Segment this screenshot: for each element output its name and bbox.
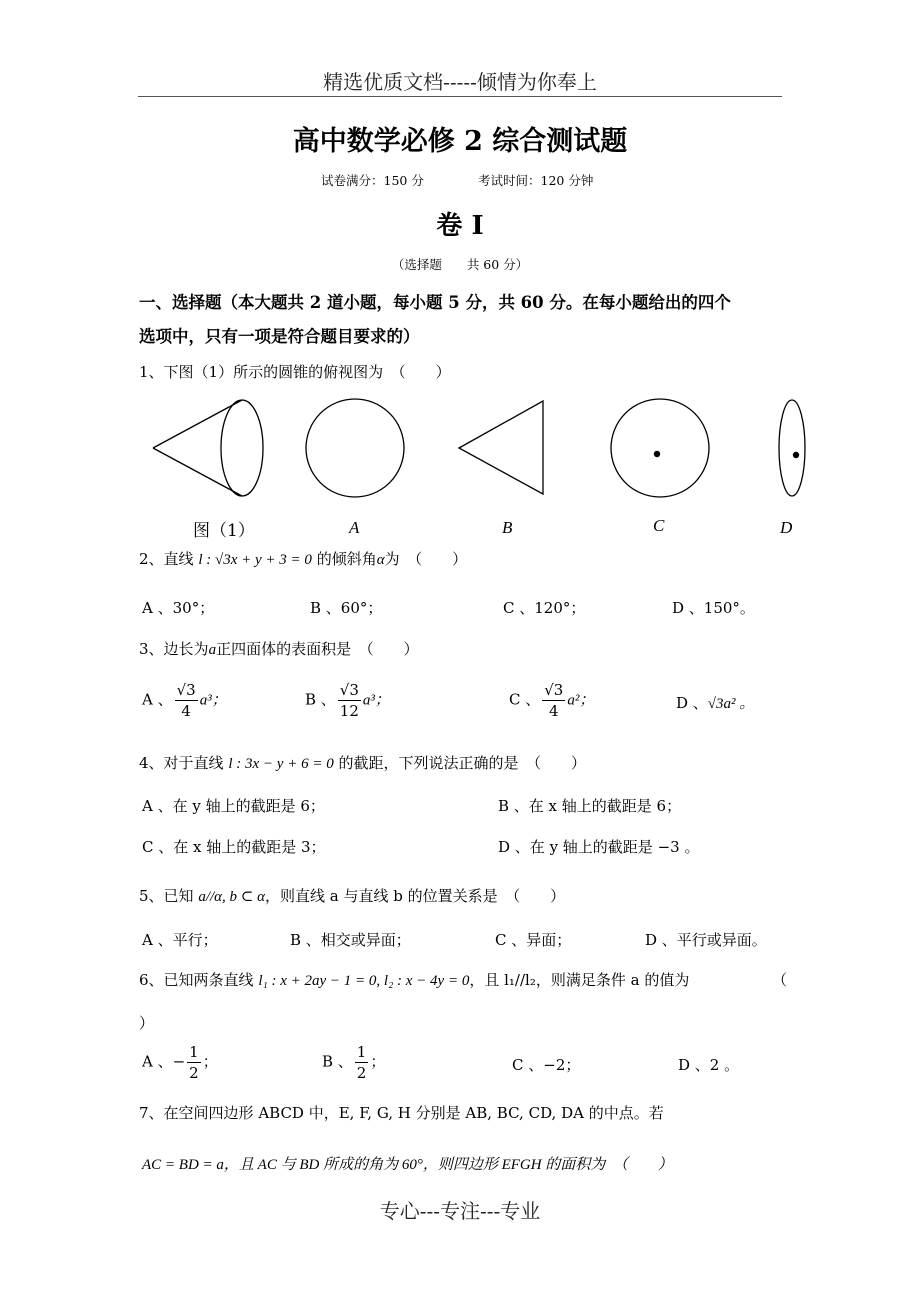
line-equation: l : 3x − y + 6 = 0 xyxy=(228,756,334,772)
exam-title: 高中数学必修 2 综合测试题 xyxy=(292,126,628,157)
q3-option-b: B 、 $\frac{√3}{12}$ a³； xyxy=(305,681,390,720)
q4-option-a: A 、在 y 轴上的截距是 6； xyxy=(142,797,325,815)
page-header: 精选优质文档-----倾情为你奉上 xyxy=(323,70,597,94)
question-2: 2、直线 l : √3x + y + 3 = 0 的倾斜角α为 （ ） xyxy=(139,550,468,568)
q2-option-c: C 、120°； xyxy=(503,599,586,617)
question-number: 1、 xyxy=(139,363,164,381)
page-footer: 专心---专注---专业 xyxy=(379,1199,541,1223)
question-5: 5、已知 a//α, b ⊂ α，则直线 a 与直线 b 的位置关系是 （ ） xyxy=(139,887,566,905)
question-6: 6、已知两条直线 l₁ : x + 2ay − 1 = 0, l₂ : x − 4y = 0，且 l₁//l₂，则满足条件 a 的值为 xyxy=(139,971,690,989)
q2-option-b: B 、60°； xyxy=(310,599,383,617)
volume-title: 卷 I xyxy=(436,211,484,241)
q3-option-c: C 、 $\frac{√3}{4}$ a²； xyxy=(509,681,595,720)
q5-option-b: B 、相交或异面； xyxy=(290,931,411,949)
section-heading-line1: 一、选择题（本大题共 2 道小题，每小题 5 分，共 60 分。在每小题给出的四个 xyxy=(139,293,731,312)
question-7-line2: AC = BD = a，且 AC 与 BD 所成的角为 60°，则四边形 EFGH 的面积为 （ ） xyxy=(142,1157,673,1173)
q2-option-d: D 、150°。 xyxy=(672,599,755,617)
question-text: 下图（1）所示的圆锥的俯视图为 （ ） xyxy=(163,363,451,381)
figure-label-a: A xyxy=(349,518,360,537)
q4-option-b: B 、在 x 轴上的截距是 6； xyxy=(498,797,682,815)
q5-option-d: D 、平行或异面。 xyxy=(645,931,767,949)
line-equation: l : √3x + y + 3 = 0 xyxy=(198,552,312,568)
question-3: 3、边长为a正四面体的表面积是 （ ） xyxy=(139,640,419,658)
q5-option-c: C 、异面； xyxy=(495,931,572,949)
question-1 xyxy=(139,361,451,382)
fraction: $\frac{1}{2}$ xyxy=(356,1043,367,1082)
q4-option-d: D 、在 y 轴上的截距是 −3 。 xyxy=(498,838,700,856)
full-marks: 试卷满分：150 分 xyxy=(321,173,424,188)
section-heading-line2: 选项中，只有一项是符合题目要求的） xyxy=(139,327,420,346)
figure-1-label: 图（1） xyxy=(193,521,255,541)
fraction: $\frac{√3}{12}$ xyxy=(339,681,359,720)
q6-option-c: C 、−2； xyxy=(512,1056,581,1074)
option-c-circle-dot xyxy=(611,399,709,497)
q3-option-d: D 、√3a² 。 xyxy=(676,694,755,712)
q3-option-a: A 、 $\frac{√3}{4}$ a³； xyxy=(142,681,227,720)
option-a-circle xyxy=(306,399,404,497)
q1-figures xyxy=(140,392,820,504)
header-rule xyxy=(138,96,782,97)
figure-label-d: D xyxy=(780,518,793,537)
option-d-ellipse-dot xyxy=(779,400,805,496)
q2-option-a: A 、30°； xyxy=(142,599,215,617)
figure-label-c: C xyxy=(653,516,665,535)
option-b-triangle xyxy=(459,401,543,494)
q6-option-b: B 、 $\frac{1}{2}$ ； xyxy=(322,1043,386,1082)
fraction: $\frac{√3}{4}$ xyxy=(176,681,196,720)
fraction: $\frac{√3}{4}$ xyxy=(544,681,564,720)
exam-time: 考试时间：120 分钟 xyxy=(478,173,594,188)
q6-paren-open: （ xyxy=(772,971,788,989)
q6-option-a: A 、− $\frac{1}{2}$ ； xyxy=(142,1043,218,1082)
q6-option-d: D 、2 。 xyxy=(678,1056,740,1074)
q4-option-c: C 、在 x 轴上的截距是 3； xyxy=(142,838,326,856)
q6-paren-close: ） xyxy=(139,1014,155,1032)
volume-subtitle: （选择题 共 60 分） xyxy=(391,257,529,272)
question-7: 7、在空间四边形 ABCD 中，E, F, G, H 分别是 AB, BC, CD, DA 的中点。若 xyxy=(139,1104,664,1122)
question-4: 4、对于直线 l : 3x − y + 6 = 0 的截距，下列说法正确的是 （ ） xyxy=(139,754,586,772)
cone-figure xyxy=(153,400,263,496)
q5-option-a: A 、平行； xyxy=(142,931,218,949)
fraction: $\frac{1}{2}$ xyxy=(189,1043,199,1082)
figure-label-b: B xyxy=(502,518,513,537)
